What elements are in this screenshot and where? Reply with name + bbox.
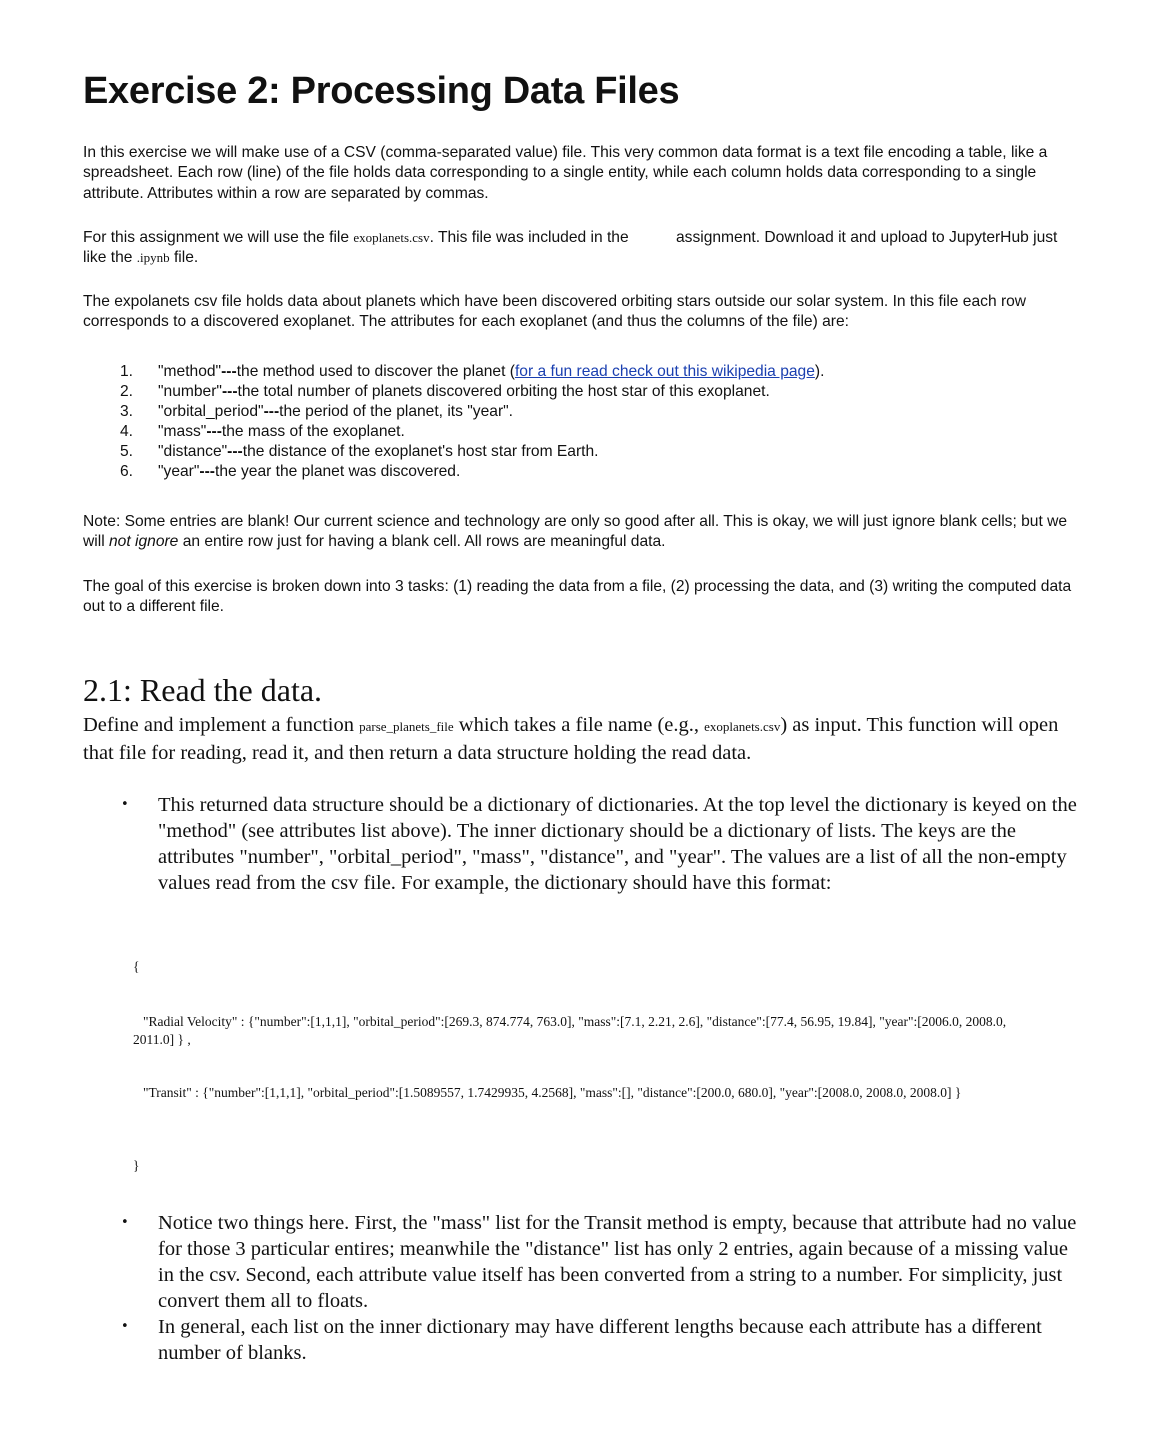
- code-close-brace: }: [133, 1158, 140, 1173]
- list-item: [83, 422, 1073, 442]
- example-file-name: exoplanets.csv: [704, 719, 781, 734]
- list-item: [83, 1314, 1083, 1366]
- bullet-text: Notice two things here. First, the "mass" list for the Transit method is empty, because that attribute had no value for those 3 particular entires; meanwhile the "distance" list has only 2 entries, again because of a missing value in the csv. Second, each attribute value itself has been converted from a string to a number. For simplicity, just convert them all to floats.: [158, 1212, 1077, 1312]
- attribute-name: "mass": [158, 423, 207, 441]
- attribute-desc: the total number of planets discovered orbiting the host star of this exoplanet.: [237, 383, 770, 401]
- file-text-b: . This file was included in the: [429, 229, 633, 246]
- attribute-name: "distance": [158, 443, 228, 461]
- def-text-b: which takes a file name (e.g.,: [453, 714, 705, 736]
- bullet-list-1: [83, 792, 1083, 896]
- goal-paragraph: The goal of this exercise is broken down into 3 tasks: (1) reading the data from a file, (2) processing the data, and (3) writing the computed data out to a different file.: [83, 578, 1072, 616]
- list-item: [83, 442, 1073, 462]
- attribute-list: [83, 362, 1073, 483]
- list-number: 5.: [120, 443, 134, 461]
- list-number: 3.: [120, 403, 134, 421]
- list-number: 1.: [120, 363, 134, 380]
- bullet-list-2: [83, 1210, 1083, 1366]
- attribute-desc: the distance of the exoplanet's host star from Earth.: [242, 443, 599, 461]
- file-name: exoplanets.csv: [353, 230, 430, 245]
- attribute-name: "orbital_period": [158, 403, 264, 421]
- note-text-b: an entire row just for having a blank cell. All rows are meaningful data.: [178, 533, 666, 551]
- function-name: parse_planets_file: [359, 719, 454, 734]
- note-text-a: Note: Some entries are blank! Our current science and technology are only so good after all. This is okay, we will just ignore blank cells; but we will: [83, 513, 1068, 551]
- file-text-a: For this assignment we will use the file: [83, 229, 354, 246]
- note-emphasis: not ignore: [109, 533, 179, 551]
- attribute-desc: the method used to discover the planet (: [236, 363, 515, 380]
- separator: ---: [221, 383, 238, 401]
- attribute-name: "method": [158, 363, 222, 380]
- list-item: [83, 382, 1073, 402]
- code-radial-velocity: "Radial Velocity" : {"number":[1,1,1], "orbital_period":[269.3, 874.774, 763.0], "mass":[7.1, 2.21, 2.6], "distance":[77.4, 56.95, 19.84], "year":[2006.0, 2008.0, 2011.0] } ,: [133, 1014, 1007, 1047]
- bullet-icon: •: [121, 1319, 129, 1334]
- bullet-text: This returned data structure should be a dictionary of dictionaries. At the top level the dictionary is keyed on the "method" (see attributes list above). The inner dictionary should be a dictionary of lists. The keys are the attributes "number", "orbital_period", "mass", "distance", and "year". The values are a list of all the non-empty values read from the csv file. For example, the dictionary should have this format:: [158, 794, 1077, 894]
- def-text-c: ) as input. This function will open that file for reading, read it, and then return a data structure holding the read data.: [83, 714, 1059, 764]
- list-item: [83, 792, 1083, 896]
- list-number: 2.: [120, 383, 134, 401]
- list-item: [83, 402, 1073, 422]
- attribute-name: "number": [158, 383, 222, 401]
- bullet-text: In general, each list on the inner dictionary may have different lengths because each attribute has a different number of blanks.: [158, 1316, 1042, 1364]
- wikipedia-link[interactable]: for a fun read check out this wikipedia page: [514, 363, 815, 380]
- bullet-icon: •: [121, 797, 129, 812]
- attribute-desc: the period of the planet, its "year".: [279, 403, 514, 421]
- section-heading: 2.1: Read the data.: [83, 672, 323, 708]
- separator: ---: [206, 423, 222, 441]
- list-item: [83, 1210, 1083, 1314]
- file-text-c: assignment. Download it and upload to JupyterHub just like the: [83, 229, 1058, 267]
- definition-paragraph: [83, 712, 1083, 766]
- def-text-a: Define and implement a function: [83, 714, 360, 736]
- file-text-d: file.: [169, 249, 199, 267]
- page-title: Exercise 2: Processing Data Files: [83, 70, 680, 112]
- list-number: 6.: [120, 463, 134, 481]
- attribute-desc: the mass of the exoplanet.: [221, 423, 405, 441]
- attribute-desc: the year the planet was discovered.: [215, 463, 461, 481]
- separator: ---: [227, 443, 243, 461]
- code-open-brace: {: [133, 959, 140, 974]
- list-item: [83, 462, 1073, 482]
- attribute-after: ).: [814, 363, 825, 380]
- code-transit: "Transit" : {"number":[1,1,1], "orbital_period":[1.5089557, 1.7429935, 4.2568], "mass":[], "distance":[200.0, 680.0], "year":[2008.0, 2008.0, 2008.0] }: [143, 1085, 962, 1100]
- file-paragraph: [83, 228, 1073, 269]
- bullet-icon: •: [121, 1215, 129, 1230]
- exoplanets-paragraph: The expolanets csv file holds data about planets which have been discovered orbiting stars outside our solar system. In this file each row corresponds to a discovered exoplanet. The attributes for each exoplanet (and thus the columns of the file) are:: [83, 293, 1027, 331]
- ipynb-ext: .ipynb: [136, 250, 170, 266]
- separator: ---: [199, 463, 215, 481]
- separator: ---: [221, 363, 237, 380]
- note-paragraph: [83, 512, 1073, 553]
- list-number: 4.: [120, 423, 134, 441]
- list-item: [83, 362, 1073, 382]
- separator: ---: [263, 403, 280, 421]
- intro-paragraph: In this exercise we will make use of a CSV (comma-separated value) file. This very common data format is a text file encoding a table, like a spreadsheet. Each row (line) of the file holds data corresponding to a single entity, while each column holds data corresponding to a single attribute. Attributes within a row are separated by commas.: [83, 144, 1048, 202]
- attribute-name: "year": [158, 463, 200, 481]
